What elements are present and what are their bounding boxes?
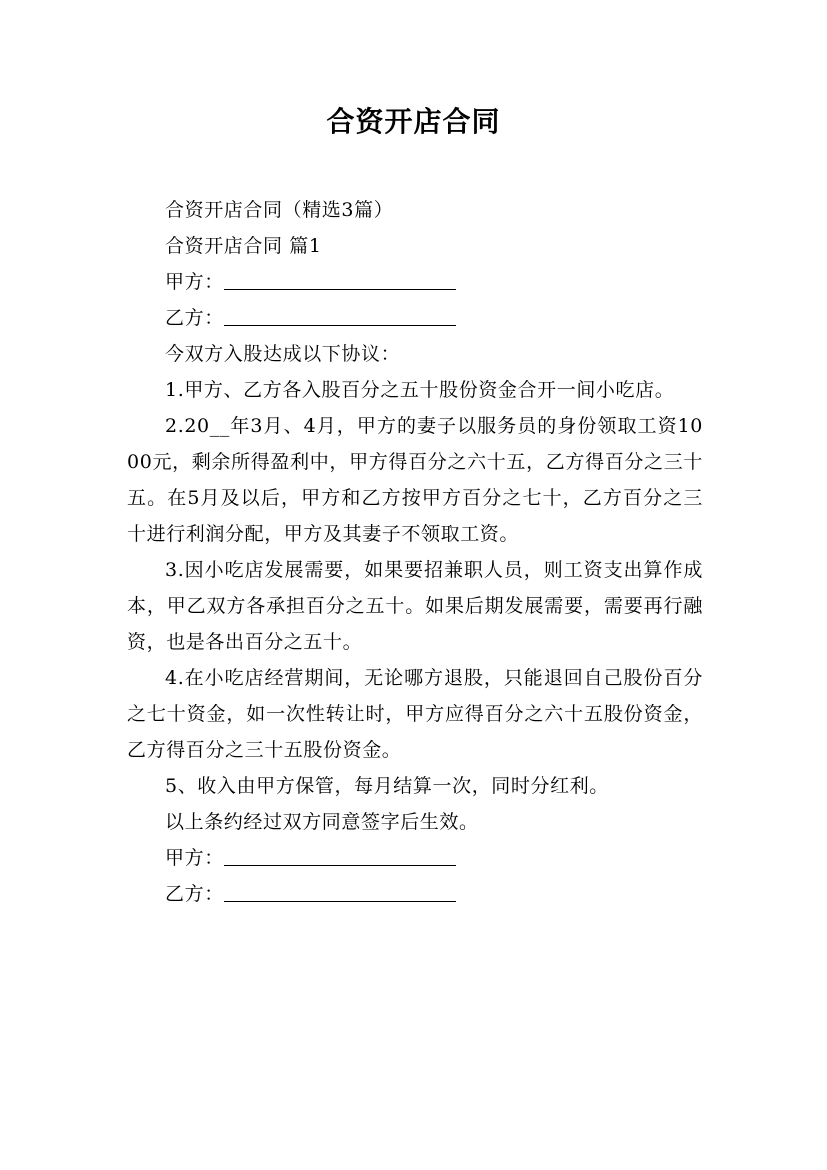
- document-body: [127, 192, 703, 912]
- end-party-a-signature-row: [127, 840, 703, 876]
- end-party-b-label: 乙方：: [165, 883, 224, 905]
- document-subtitle: 合资开店合同（精选3篇）: [165, 199, 394, 221]
- end-party-a-label: 甲方：: [165, 847, 224, 869]
- clause-4: 4.在小吃店经营期间，无论哪方退股，只能退回自己股份百分之七十资金，如一次性转让时，甲方应得百分之六十五股份资金，乙方得百分之三十五股份资金。: [127, 667, 703, 761]
- party-a-label: 甲方：: [165, 271, 224, 293]
- party-b-label: 乙方：: [165, 307, 224, 329]
- clause-2: 2.20__年3月、4月，甲方的妻子以服务员的身份领取工资1000元，剩余所得盈利中，甲方得百分之六十五，乙方得百分之三十五。在5月及以后，甲方和乙方按甲方百分之七十，乙方百分之三十进行利润分配，甲方及其妻子不领取工资。: [127, 415, 703, 545]
- end-party-b-blank-line: [224, 881, 456, 902]
- party-a-blank-line: [224, 269, 456, 290]
- end-party-a-blank-line: [224, 845, 456, 866]
- agreement-intro: 今双方入股达成以下协议：: [165, 343, 401, 365]
- party-b-blank-line: [224, 305, 456, 326]
- clause-3: 3.因小吃店发展需要，如果要招兼职人员，则工资支出算作成本，甲乙双方各承担百分之五十。如果后期发展需要，需要再行融资，也是各出百分之五十。: [127, 559, 703, 653]
- clause-5: 5、收入由甲方保管，每月结算一次，同时分红利。: [165, 775, 609, 797]
- end-party-b-signature-row: [127, 876, 703, 912]
- section-heading: 合资开店合同 篇1: [165, 235, 322, 257]
- document-title: 合资开店合同: [326, 105, 501, 138]
- party-a-signature-row: [127, 264, 703, 300]
- clause-1: 1.甲方、乙方各入股百分之五十股份资金合开一间小吃店。: [165, 379, 675, 401]
- party-b-signature-row: [127, 300, 703, 336]
- closing-statement: 以上条约经过双方同意签字后生效。: [165, 811, 479, 833]
